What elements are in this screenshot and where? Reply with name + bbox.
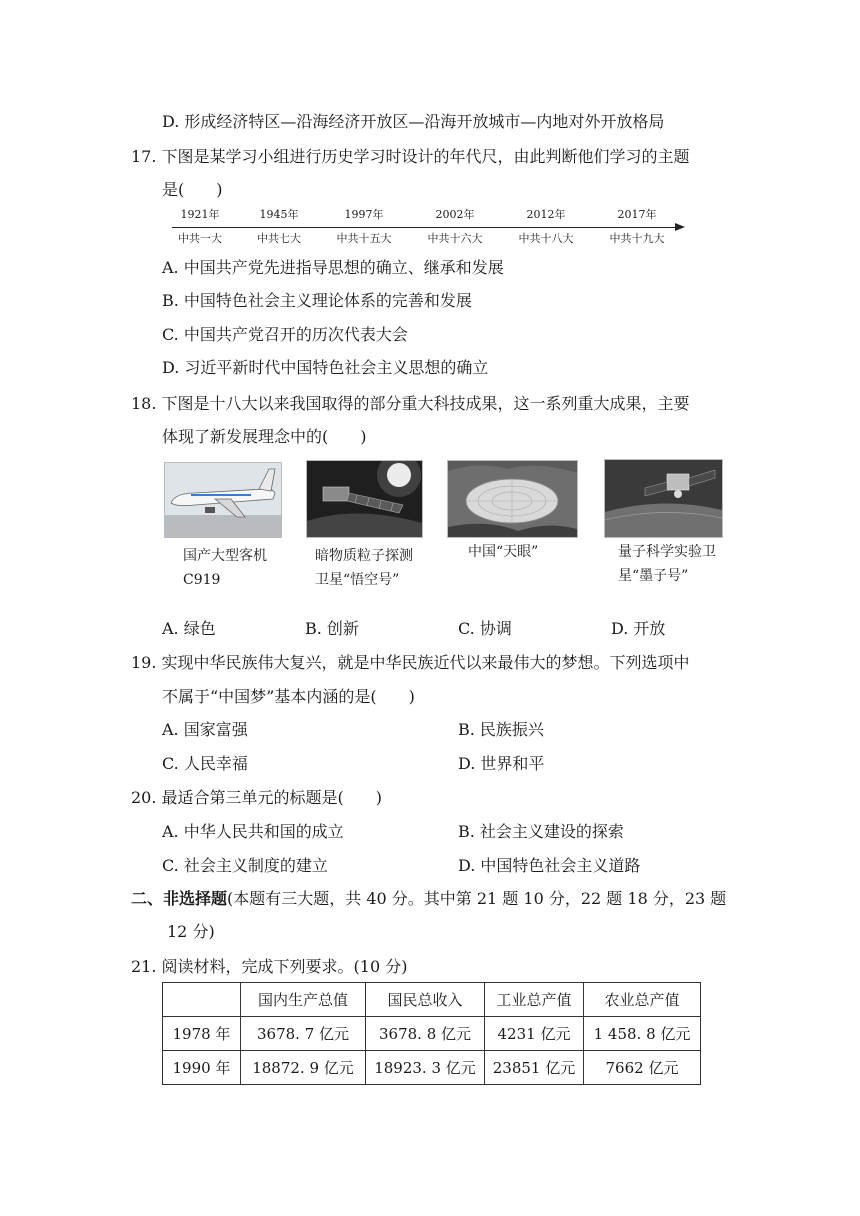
q19-option-a[interactable]: A. 国家富强 <box>162 720 248 739</box>
q18-option-c[interactable]: C. 协调 <box>458 619 512 638</box>
q17-option-d[interactable]: D. 习近平新时代中国特色社会主义思想的确立 <box>162 358 489 377</box>
q20-stem: 20. 最适合第三单元的标题是( ) <box>131 788 383 807</box>
timeline-year: 1997年 <box>344 208 384 221</box>
timeline-year: 2017年 <box>617 208 657 221</box>
table-header-row <box>163 983 701 1017</box>
q18-option-a[interactable]: A. 绿色 <box>162 619 216 638</box>
q18-stem-cont: 体现了新发展理念中的( ) <box>162 427 367 446</box>
q19-stem: 19. 实现中华民族伟大复兴，就是中华民族近代以来最伟大的梦想。下列选项中 <box>131 653 690 672</box>
timeline-event: 中共十九大 <box>609 232 665 245</box>
q18-stem: 18. 下图是十八大以来我国取得的部分重大科技成果，这一系列重大成果，主要 <box>131 394 690 413</box>
q20-option-b[interactable]: B. 社会主义建设的探索 <box>458 822 624 841</box>
table-cell: 3678. 7 亿元 <box>241 1017 366 1051</box>
table-row <box>163 1017 701 1051</box>
table-cell: 23851 亿元 <box>485 1051 584 1085</box>
q17-stem: 17. 下图是某学习小组进行历史学习时设计的年代尺，由此判断他们学习的主题 <box>131 147 690 166</box>
airplane-caption: 国产大型客机 <box>183 548 267 564</box>
section-2-title: 二、非选择题 <box>131 889 228 908</box>
satellite-caption: 暗物质粒子探测 <box>315 548 413 564</box>
table-header-cell <box>163 983 241 1017</box>
table-header-cell: 国民总收入 <box>366 983 485 1017</box>
section-2-description: (本题有三大题，共 40 分。其中第 21 题 10 分，22 题 18 分，23 题 <box>227 889 727 908</box>
table-cell: 7662 亿元 <box>584 1051 701 1085</box>
section-2-description-cont: 12 分) <box>167 922 215 941</box>
quantum-satellite-image <box>604 459 723 538</box>
airplane-image <box>164 462 282 538</box>
q19-stem-cont: 不属于“中国梦”基本内涵的是( ) <box>162 687 415 706</box>
timeline-event: 中共十五大 <box>336 232 392 245</box>
q20-option-a[interactable]: A. 中华人民共和国的成立 <box>162 822 344 841</box>
table-cell: 1978 年 <box>163 1017 241 1051</box>
table-cell: 3678. 8 亿元 <box>366 1017 485 1051</box>
timeline-year: 1945年 <box>259 208 299 221</box>
section-2-heading <box>131 887 726 911</box>
q20-option-c[interactable]: C. 社会主义制度的建立 <box>162 856 328 875</box>
q17-option-c[interactable]: C. 中国共产党召开的历次代表大会 <box>162 325 408 344</box>
timeline-arrow-icon <box>675 223 685 231</box>
q19-option-d[interactable]: D. 世界和平 <box>458 754 545 773</box>
q20-option-d[interactable]: D. 中国特色社会主义道路 <box>458 856 641 875</box>
timeline-event: 中共十八大 <box>518 232 574 245</box>
q17-option-b[interactable]: B. 中国特色社会主义理论体系的完善和发展 <box>162 291 472 310</box>
q18-option-b[interactable]: B. 创新 <box>305 619 359 638</box>
table-cell: 1 458. 8 亿元 <box>584 1017 701 1051</box>
q19-option-b[interactable]: B. 民族振兴 <box>458 720 544 739</box>
q17-option-a[interactable]: A. 中国共产党先进指导思想的确立、继承和发展 <box>162 258 504 277</box>
table-cell: 18923. 3 亿元 <box>366 1051 485 1085</box>
quantum-satellite-caption: 量子科学实验卫 <box>618 544 716 560</box>
timeline-year: 2002年 <box>435 208 475 221</box>
satellite-image <box>306 460 423 538</box>
table-header-cell: 农业总产值 <box>584 983 701 1017</box>
timeline-year: 1921年 <box>180 208 220 221</box>
timeline-axis <box>172 227 677 228</box>
timeline-event: 中共七大 <box>257 232 301 245</box>
timeline <box>172 200 687 250</box>
q18-option-d[interactable]: D. 开放 <box>611 619 666 638</box>
telescope-caption: 中国“天眼” <box>468 544 539 560</box>
table-row <box>163 1051 701 1085</box>
timeline-event: 中共一大 <box>178 232 222 245</box>
quantum-satellite-caption-cont: 星“墨子号” <box>618 568 689 584</box>
economic-data-table <box>162 982 701 1085</box>
q21-stem: 21. 阅读材料，完成下列要求。(10 分) <box>131 957 408 976</box>
table-cell: 1990 年 <box>163 1051 241 1085</box>
q16-option-d: D. 形成经济特区—沿海经济开放区—沿海开放城市—内地对外开放格局 <box>162 112 665 131</box>
table-cell: 4231 亿元 <box>485 1017 584 1051</box>
timeline-event: 中共十六大 <box>427 232 483 245</box>
table-header-cell: 工业总产值 <box>485 983 584 1017</box>
q19-option-c[interactable]: C. 人民幸福 <box>162 754 248 773</box>
timeline-year: 2012年 <box>526 208 566 221</box>
table-header-cell: 国内生产总值 <box>241 983 366 1017</box>
telescope-image <box>447 460 578 538</box>
satellite-caption-cont: 卫星“悟空号” <box>315 572 400 588</box>
q17-stem-cont: 是( ) <box>162 180 223 199</box>
airplane-caption-cont: C919 <box>183 572 221 588</box>
table-cell: 18872. 9 亿元 <box>241 1051 366 1085</box>
